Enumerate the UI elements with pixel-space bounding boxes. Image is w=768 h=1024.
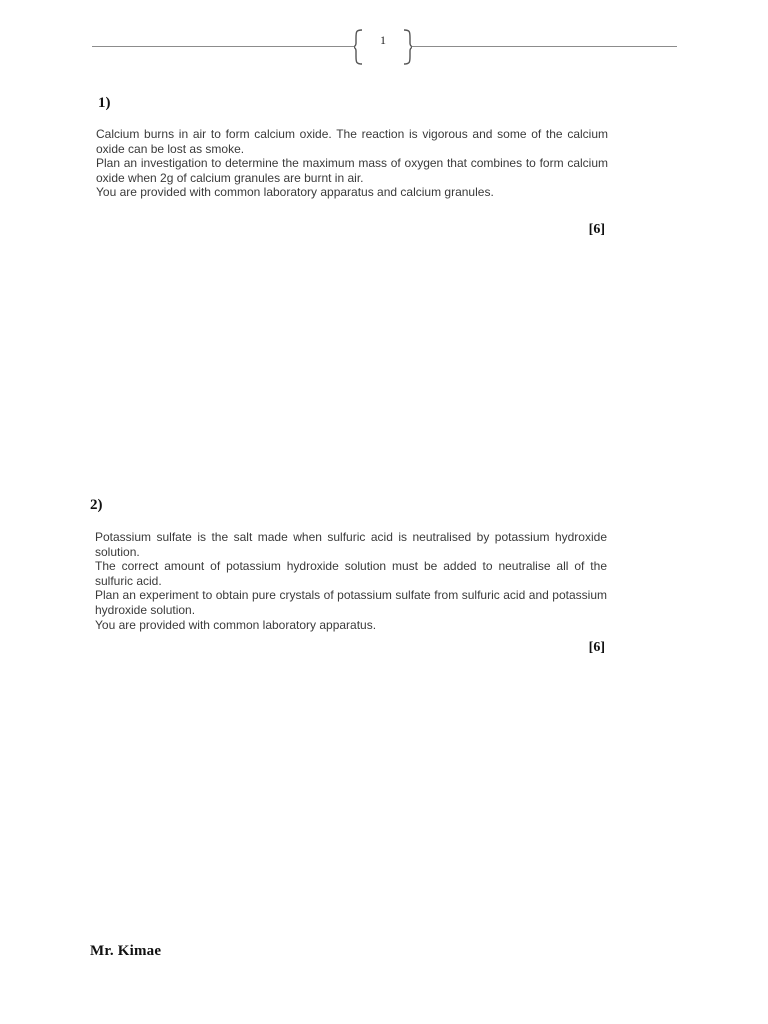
question-1-marks: [6] [588,222,605,237]
page-number: 1 [380,33,386,47]
question-2-paragraph: Potassium sulfate is the salt made when sulfuric acid is neutralised by potassium hydroxide solution. [95,530,607,559]
question-1-paragraph: You are provided with common laboratory apparatus and calcium granules. [96,185,494,200]
question-2-paragraph: You are provided with common laboratory apparatus. [95,617,377,632]
question-1-paragraph: Calcium burns in air to form calcium oxide. The reaction is vigorous and some of the calcium oxide can be lost as smoke. [96,127,608,156]
footer-author: Mr. Kimae [90,943,162,959]
question-2-paragraph: Plan an experiment to obtain pure crystals of potassium sulfate from sulfuric acid and potassium hydroxide solution. [95,588,607,617]
question-2-text [95,530,607,632]
question-1-number: 1) [98,95,111,111]
question-1-text [96,127,608,200]
question-1-paragraph: Plan an investigation to determine the maximum mass of oxygen that combines to form calcium oxide when 2g of calcium granules are burnt in air. [96,156,608,185]
header-rule-left [92,46,354,47]
question-2-number: 2) [90,497,103,513]
page-header [92,28,677,66]
question-2-marks: [6] [588,640,605,655]
question-2-paragraph: The correct amount of potassium hydroxide solution must be added to neutralise all of the sulfuric acid. [95,559,607,588]
header-rule-right [412,46,677,47]
